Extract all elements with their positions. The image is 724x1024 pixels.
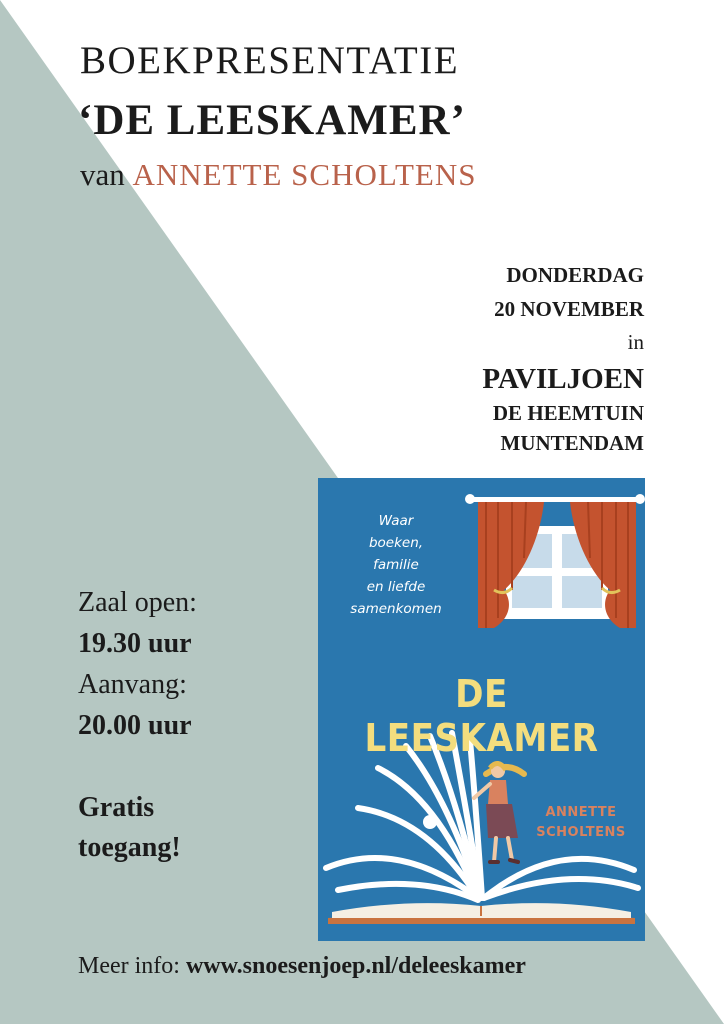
cover-author	[531, 803, 631, 843]
doors-open-time: 19.30 uur	[78, 628, 192, 659]
rod-end-left	[465, 494, 475, 504]
event-day: DONDERDAG	[506, 263, 644, 287]
event-venue: PAVILJOEN	[482, 363, 644, 395]
publisher-logo-icon	[423, 815, 437, 829]
heading-book-presentation: BOEKPRESENTATIE	[80, 39, 460, 82]
rod-end-right	[635, 494, 645, 504]
tagline-line: en liefde	[366, 579, 426, 595]
cover-tagline	[326, 510, 466, 620]
book-cover	[318, 478, 645, 941]
schedule	[78, 582, 197, 746]
event-date: 20 NOVEMBER	[494, 297, 644, 321]
tagline-line: Waar	[378, 513, 414, 529]
more-info-label: Meer info:	[78, 953, 180, 979]
cover-author-first: ANNETTE	[545, 805, 617, 820]
heading-book-title: ‘DE LEESKAMER’	[78, 97, 466, 144]
more-info-url[interactable]: www.snoesenjoep.nl/deleeskamer	[185, 953, 526, 979]
girl-figure-icon	[474, 763, 524, 862]
author-name: ANNETTE SCHOLTENS	[132, 157, 477, 192]
event-town: MUNTENDAM	[500, 431, 644, 455]
free-admission-line2: toegang!	[78, 832, 181, 863]
start-time: 20.00 uur	[78, 710, 192, 741]
free-admission-line1: Gratis	[78, 792, 155, 823]
tagline-line: boeken,	[368, 535, 424, 551]
cover-author-last: SCHOLTENS	[536, 825, 626, 840]
more-info	[78, 953, 526, 980]
event-venue-name: DE HEEMTUIN	[492, 401, 644, 425]
byline	[80, 157, 476, 193]
start-label: Aanvang:	[78, 669, 187, 700]
event-details	[344, 258, 644, 458]
free-admission	[78, 788, 181, 868]
tagline-line: familie	[373, 557, 419, 573]
event-in: in	[627, 330, 644, 354]
byline-prefix: van	[80, 157, 125, 192]
cover-title: DE LEESKAMER	[364, 672, 599, 760]
curtain-rod	[470, 497, 640, 502]
doors-open-label: Zaal open:	[78, 587, 197, 618]
tagline-line: samenkomen	[350, 601, 442, 617]
